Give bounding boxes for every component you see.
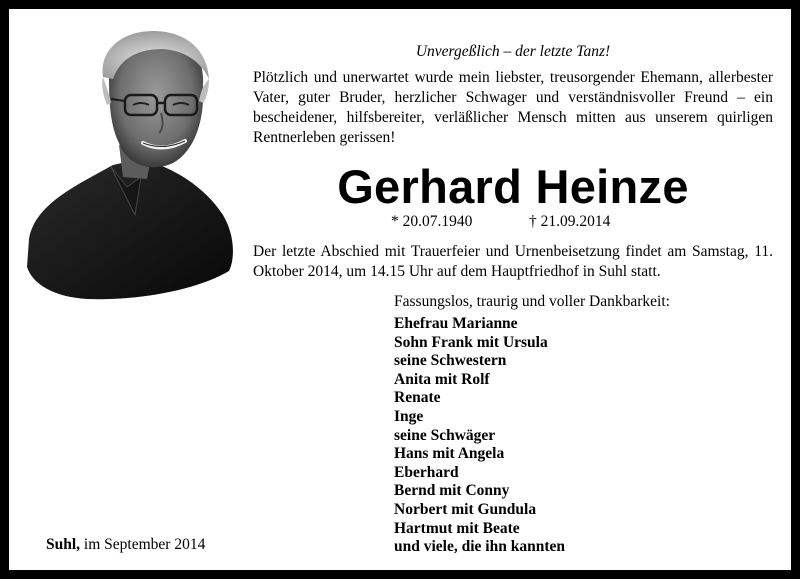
place-date bbox=[46, 536, 205, 554]
mourner-item: und viele, die ihn kannten bbox=[394, 538, 565, 556]
mourner-item: Norbert mit Gundula bbox=[394, 500, 537, 518]
mourner-item: Anita mit Rolf bbox=[394, 370, 490, 388]
death-date: † 21.09.2014 bbox=[529, 213, 611, 230]
mourner-item: seine Schwestern bbox=[394, 352, 507, 370]
closing-line: Fassungslos, traurig und voller Dankbarkeit: bbox=[394, 293, 670, 310]
mourner-item: Inge bbox=[394, 407, 424, 425]
mourner-item: seine Schwäger bbox=[394, 426, 496, 444]
mourner-item: Hartmut mit Beate bbox=[394, 519, 520, 537]
intro-text: Plötzlich und unerwartet wurde mein liebster, treusorgender Ehemann, allerbester Vater, guter Bruder, herzlicher Schwager und verständnisvoller Freund – ein bescheidener, hilfsbereiter, verläßlicher Mensch mitten aus unserem quirligen Rentnerleben gerissen! bbox=[253, 69, 773, 146]
place: Suhl, bbox=[46, 536, 81, 553]
motto: Unvergeßlich – der letzte Tanz! bbox=[415, 43, 611, 60]
portrait-photo bbox=[23, 27, 235, 305]
mourner-item: Renate bbox=[394, 389, 441, 407]
mourner-item: Eberhard bbox=[394, 463, 459, 481]
mourner-item: Hans mit Angela bbox=[394, 445, 505, 463]
mourner-item: Ehefrau Marianne bbox=[394, 315, 518, 332]
mourner-item: Sohn Frank mit Ursula bbox=[394, 333, 548, 351]
date-line: im September 2014 bbox=[80, 536, 206, 553]
mourner-item: Bernd mit Conny bbox=[394, 482, 510, 500]
birth-date: * 20.07.1940 bbox=[391, 213, 473, 230]
deceased-name: Gerhard Heinze bbox=[337, 160, 689, 213]
ceremony-text: Der letzte Abschied mit Trauerfeier und Urnenbeisetzung findet am Samstag, 11. Oktober 2014, um 14.15 Uhr auf dem Hauptfriedhof in Suhl statt. bbox=[253, 243, 773, 280]
mourners-list bbox=[394, 315, 565, 557]
